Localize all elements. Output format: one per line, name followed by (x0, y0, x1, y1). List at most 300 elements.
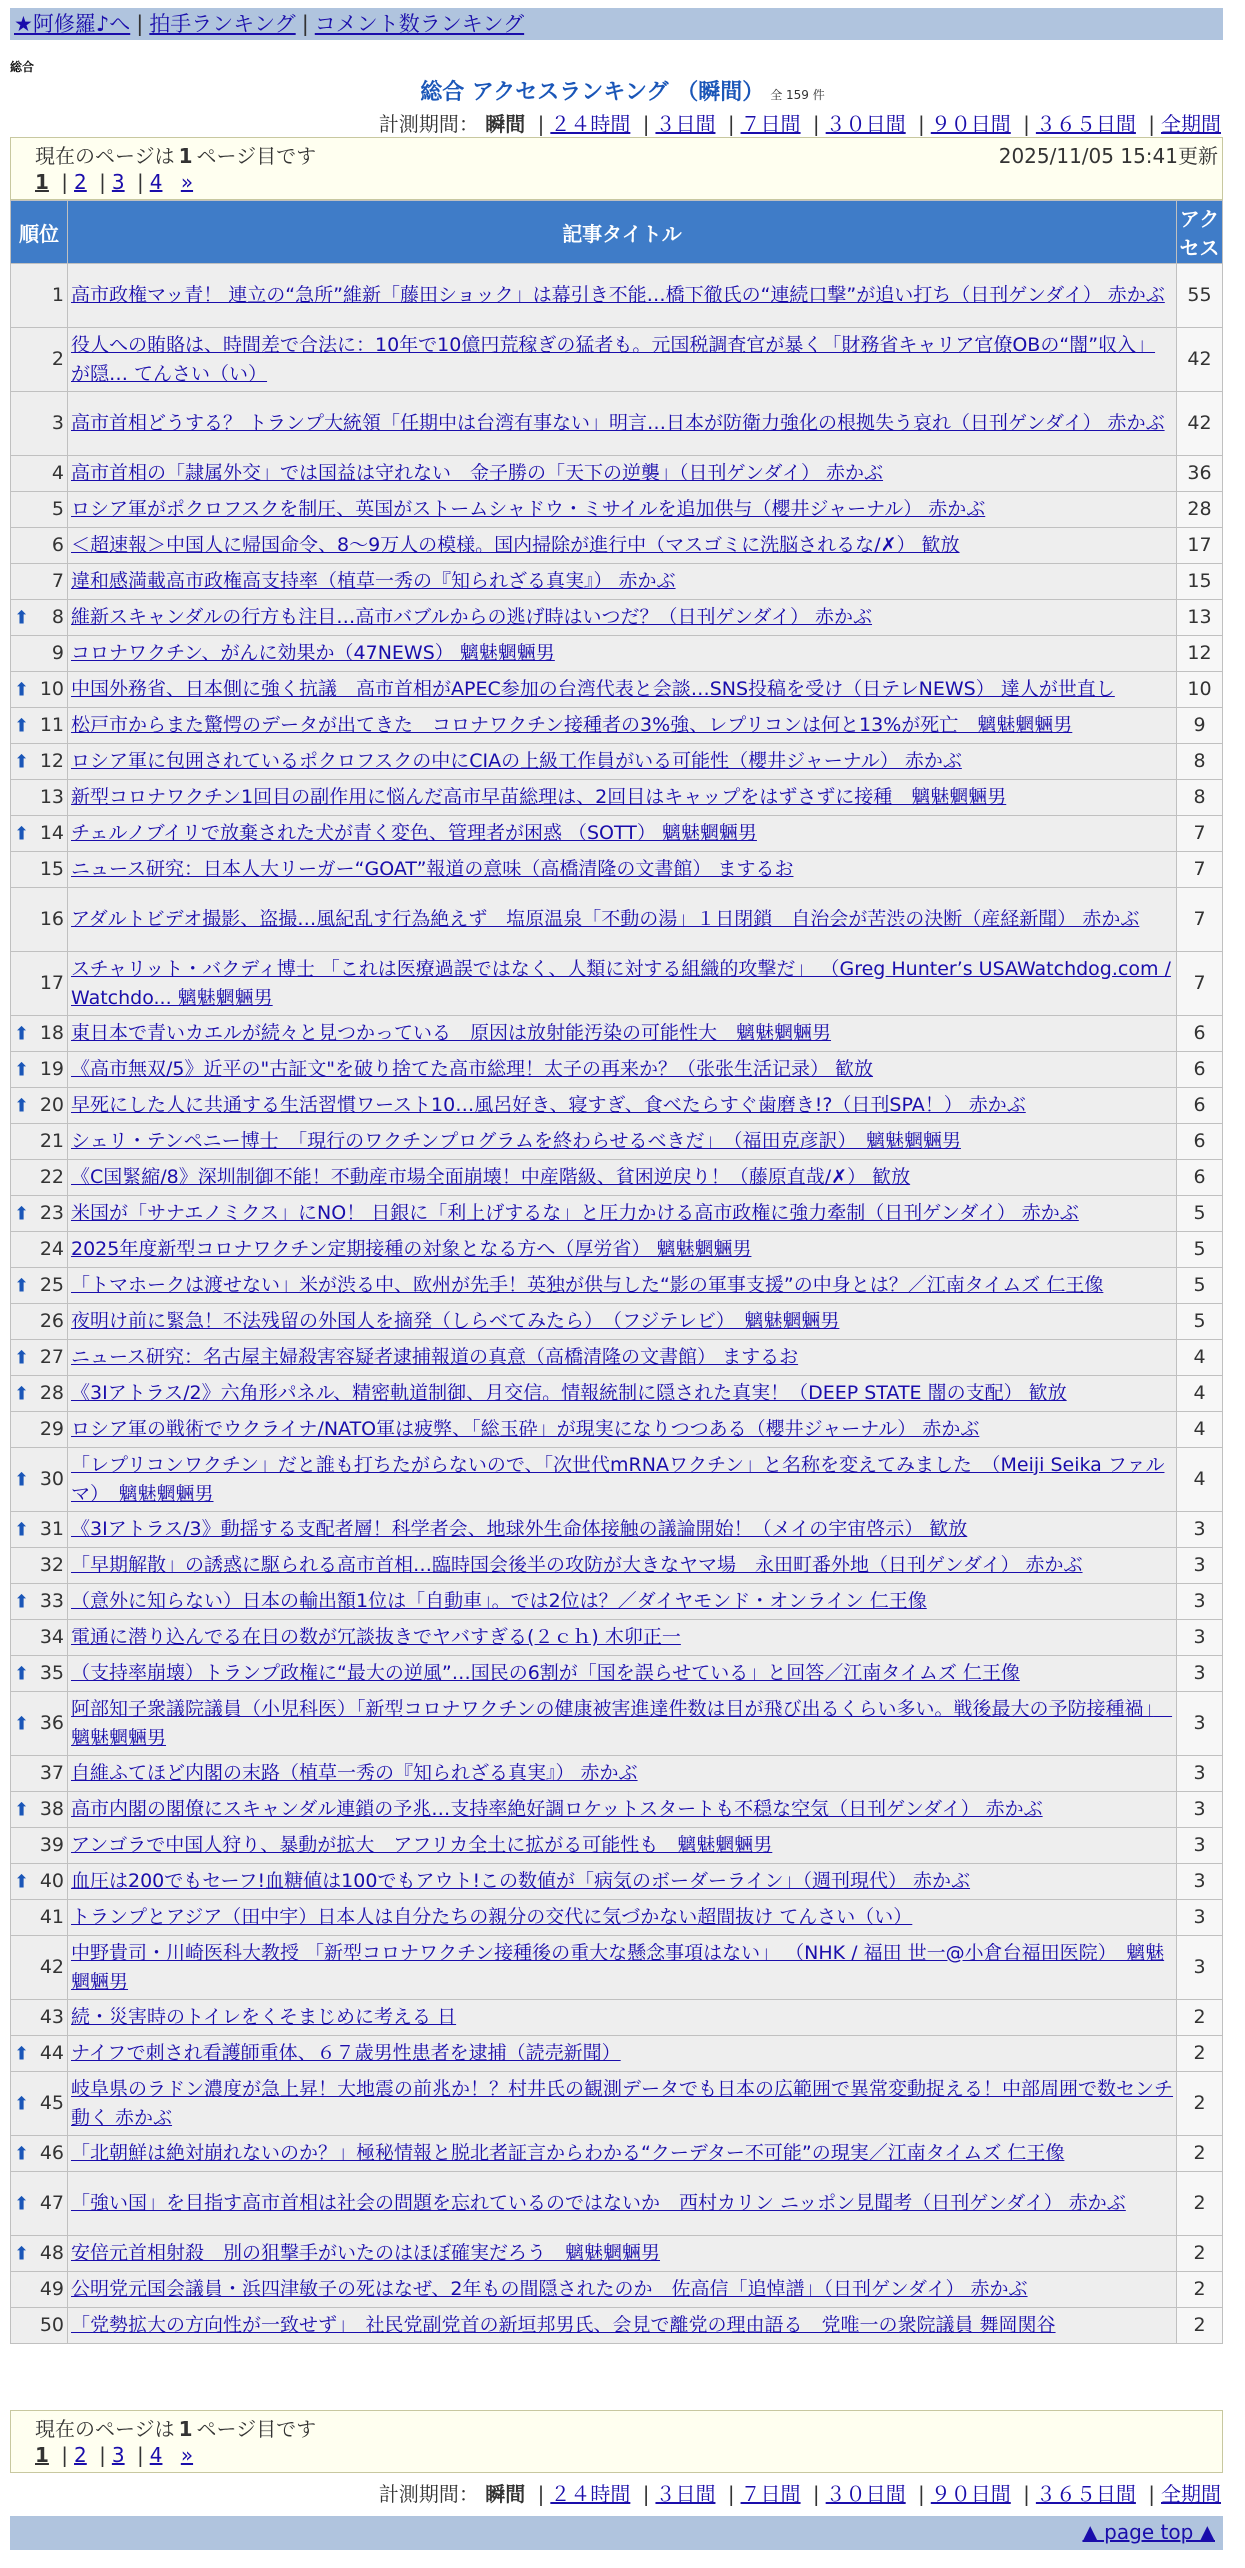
table-row (11, 2308, 1223, 2344)
rank-cell (11, 328, 68, 392)
title-cell (68, 1196, 1177, 1232)
table-row (11, 1412, 1223, 1448)
current-page-text: 現在のページは 1 ページ目です (35, 144, 317, 168)
access-count: 2 (1177, 2072, 1223, 2136)
title-cell (68, 1512, 1177, 1548)
header-access: アクセス (1177, 201, 1223, 264)
access-count: 8 (1177, 744, 1223, 780)
article-title-link[interactable]: コロナワクチン、がんに効果か（47NEWS） 魑魅魍魎男 (71, 642, 555, 664)
article-title-link[interactable]: 夜明け前に緊急！不法残留の外国人を摘発（しらべてみたら） （フジテレビ） 魑魅魍魎男 (71, 1310, 840, 1332)
title-cell (68, 264, 1177, 328)
header-title: 記事タイトル (68, 201, 1177, 264)
article-title-link[interactable]: 松戸市からまた驚愕のデータが出てきた コロナワクチン接種者の3%強、レプリコンは何と13%が死亡 魑魅魍魎男 (71, 714, 1073, 736)
period-link-all[interactable]: 全期間 (1161, 2482, 1221, 2506)
pager-next[interactable]: » (180, 2443, 194, 2467)
access-count: 13 (1177, 600, 1223, 636)
update-timestamp: 2025/11/05 15:41更新 (998, 144, 1218, 168)
article-title-link[interactable]: アダルトビデオ撮影、盗撮…風紀乱す行為絶えず 塩原温泉「不動の湯」１日閉鎖 自治会が苦渋の決断（産経新聞） 赤かぶ (71, 908, 1140, 930)
title-cell (68, 1448, 1177, 1512)
access-count: 5 (1177, 1268, 1223, 1304)
footer-bar (10, 2516, 1223, 2550)
title-cell (68, 2072, 1177, 2136)
rank-cell (11, 1124, 68, 1160)
ranking-title: 総合 アクセスランキング （瞬間） (420, 80, 765, 105)
table-row (11, 600, 1223, 636)
rank-number: 33 (39, 1590, 64, 1612)
title-cell (68, 456, 1177, 492)
title-cell (68, 1936, 1177, 2000)
rank-number: 7 (51, 570, 64, 592)
article-title-link[interactable]: 新型コロナワクチン1回目の副作用に悩んだ高市早苗総理は、2回目はキャップをはずさずに接種 魑魅魍魎男 (71, 786, 1007, 808)
access-count: 6 (1177, 1016, 1223, 1052)
table-row (11, 264, 1223, 328)
access-count: 8 (1177, 780, 1223, 816)
title-cell (68, 2272, 1177, 2308)
rank-cell (11, 852, 68, 888)
table-row (11, 2172, 1223, 2236)
pager-link-3[interactable]: 3 (111, 2443, 125, 2467)
rank-cell (11, 392, 68, 456)
title-cell (68, 636, 1177, 672)
article-title-link[interactable]: トランプとアジア（田中宇）日本人は自分たちの親分の交代に気づかない超間抜け てんさい（い） (71, 1906, 913, 1928)
rank-number: 19 (39, 1058, 64, 1080)
article-title-link[interactable]: 役人への賄賂は、時間差で合法に：10年で10億円荒稼ぎの猛者も。元国税調査官が暴く「財務省キャリア官僚OBの“闇”収入」が隠… てんさい（い） (71, 333, 1156, 385)
period-link-7d[interactable]: ７日間 (740, 2482, 801, 2506)
rank-cell (11, 1548, 68, 1584)
period-link-30d[interactable]: ３０日間 (825, 112, 906, 136)
period-link-30d[interactable]: ３０日間 (825, 2482, 906, 2506)
rank-number: 17 (39, 972, 64, 994)
table-row (11, 1160, 1223, 1196)
page-top-link[interactable]: ▲ page top ▲ (1082, 2520, 1215, 2544)
period-link-365d[interactable]: ３６５日間 (1035, 112, 1136, 136)
table-row (11, 1656, 1223, 1692)
rank-up-arrow-icon: ⬆ (14, 1591, 30, 1612)
pager-link-4[interactable]: 4 (149, 2443, 163, 2467)
rank-number: 41 (39, 1906, 64, 1928)
title-cell (68, 888, 1177, 952)
rank-number: 12 (39, 750, 64, 772)
rank-number: 46 (39, 2142, 64, 2164)
rank-cell (11, 1756, 68, 1792)
rank-number: 28 (39, 1382, 64, 1404)
article-title-link[interactable]: 東日本で青いカエルが続々と見つかっている 原因は放射能汚染の可能性大 魑魅魍魎男 (71, 1022, 832, 1044)
article-title-link[interactable]: チェルノブイリで放棄された犬が青く変色、管理者が困惑 （SOTT） 魑魅魍魎男 (71, 822, 757, 844)
rank-cell (11, 672, 68, 708)
rank-number: 36 (39, 1712, 64, 1734)
rank-number: 50 (39, 2314, 64, 2336)
access-count: 3 (1177, 1620, 1223, 1656)
pager-link-4[interactable]: 4 (149, 170, 163, 194)
article-title-link[interactable]: 《3Iアトラス/3》動揺する支配者層！科学者会、地球外生命体接触の議論開始！（メイの宇宙啓示） 歓放 (71, 1518, 968, 1540)
access-count: 42 (1177, 392, 1223, 456)
title-cell (68, 2000, 1177, 2036)
table-row (11, 1268, 1223, 1304)
rank-up-arrow-icon: ⬆ (14, 1023, 30, 1044)
rank-cell (11, 2272, 68, 2308)
article-title-link[interactable]: 高市政権マッ青！ 連立の“急所”維新「藤田ショック」は幕引き不能…橋下徹氏の“連続口撃”が追い打ち（日刊ゲンダイ） 赤かぶ (71, 284, 1165, 306)
access-count: 4 (1177, 1412, 1223, 1448)
rank-cell (11, 264, 68, 328)
title-cell (68, 1548, 1177, 1584)
table-row (11, 1620, 1223, 1656)
access-count: 9 (1177, 708, 1223, 744)
period-link-24h[interactable]: ２４時間 (550, 2482, 631, 2506)
rank-up-arrow-icon: ⬆ (14, 1663, 30, 1684)
rank-up-arrow-icon: ⬆ (14, 1203, 30, 1224)
rank-number: 25 (39, 1274, 64, 1296)
table-row (11, 2000, 1223, 2036)
rank-number: 6 (51, 534, 64, 556)
table-row (11, 1196, 1223, 1232)
title-cell (68, 1584, 1177, 1620)
rank-cell (11, 1196, 68, 1232)
article-title-link[interactable]: 「強い国」を目指す高市首相は社会の問題を忘れているのではないか 西村カリン ニッポン見聞考（日刊ゲンダイ） 赤かぶ (71, 2192, 1126, 2214)
rank-up-arrow-icon: ⬆ (14, 1713, 30, 1734)
header-rank: 順位 (11, 201, 68, 264)
rank-up-arrow-icon: ⬆ (14, 2243, 30, 2264)
title-cell (68, 1016, 1177, 1052)
rank-number: 47 (39, 2192, 64, 2214)
access-count: 2 (1177, 2236, 1223, 2272)
page-info-top (10, 137, 1223, 200)
nav-separator: | (136, 12, 144, 36)
rank-cell (11, 1016, 68, 1052)
access-count: 42 (1177, 328, 1223, 392)
article-title-link[interactable]: ロシア軍がポクロフスクを制圧、英国がストームシャドウ・ミサイルを追加供与（櫻井ジャーナル） 赤かぶ (71, 498, 986, 520)
table-row (11, 564, 1223, 600)
article-title-link[interactable]: 岐阜県のラドン濃度が急上昇！大地震の前兆か！？村井氏の観測データでも日本の広範囲で異常変動捉える！中部周囲で数センチ動く 赤かぶ (71, 2077, 1174, 2129)
title-cell (68, 1828, 1177, 1864)
table-row (11, 456, 1223, 492)
category-label: 総合 (10, 60, 35, 74)
access-count: 5 (1177, 1232, 1223, 1268)
access-count: 7 (1177, 852, 1223, 888)
period-selector-top: 計測期間： 瞬間 | ２４時間 | ３日間 | ７日間 | ３０日間 | ９０日間 | ３６５日間 | 全期間 (378, 112, 1221, 136)
rank-up-arrow-icon: ⬆ (14, 2093, 30, 2114)
title-cell (68, 1052, 1177, 1088)
rank-number: 34 (39, 1626, 64, 1648)
rank-up-arrow-icon: ⬆ (14, 2193, 30, 2214)
title-cell (68, 1756, 1177, 1792)
rank-number: 2 (51, 348, 64, 370)
period-selector-bottom: 計測期間： 瞬間 | ２４時間 | ３日間 | ７日間 | ３０日間 | ９０日間 | ３６５日間 | 全期間 (378, 2482, 1221, 2506)
access-count: 7 (1177, 816, 1223, 852)
access-count: 4 (1177, 1376, 1223, 1412)
pager-top: 1 | 2 | 3 | 4 » (35, 170, 194, 194)
rank-up-arrow-icon: ⬆ (14, 1871, 30, 1892)
item-count: 全 159 件 (770, 88, 825, 102)
title-cell (68, 744, 1177, 780)
table-header-row (11, 201, 1223, 264)
rank-up-arrow-icon: ⬆ (14, 1799, 30, 1820)
rank-number: 26 (39, 1310, 64, 1332)
article-title-link[interactable]: 《3Iアトラス/2》六角形パネル、精密軌道制御、月交信。情報統制に隠された真実！（DEEP STATE 闇の支配） 歓放 (71, 1382, 1067, 1404)
rank-cell (11, 600, 68, 636)
rank-cell (11, 1584, 68, 1620)
title-cell (68, 1692, 1177, 1756)
table-row (11, 2236, 1223, 2272)
rank-up-arrow-icon: ⬆ (14, 2043, 30, 2064)
rank-cell (11, 1376, 68, 1412)
title-cell (68, 328, 1177, 392)
access-count: 3 (1177, 1936, 1223, 2000)
article-title-link[interactable]: 「トマホークは渡せない」米が渋る中、欧州が先手！英独が供与した“影の軍事支援”の中身とは？／江南タイムズ 仁王像 (71, 1274, 1104, 1296)
access-count: 17 (1177, 528, 1223, 564)
table-row (11, 1376, 1223, 1412)
table-row (11, 2136, 1223, 2172)
access-count: 5 (1177, 1196, 1223, 1232)
article-title-link[interactable]: 安倍元首相射殺 別の狙撃手がいたのはほぼ確実だろう 魑魅魍魎男 (71, 2242, 661, 2264)
rank-up-arrow-icon: ⬆ (14, 715, 30, 736)
table-row (11, 492, 1223, 528)
table-row (11, 1512, 1223, 1548)
table-row (11, 672, 1223, 708)
table-row (11, 1936, 1223, 2000)
rank-number: 1 (51, 284, 64, 306)
title-cell (68, 1088, 1177, 1124)
rank-number: 35 (39, 1662, 64, 1684)
article-title-link[interactable]: 血圧は200でもセーフ!血糖値は100でもアウト!この数値が「病気のボーダーライン」（週刊現代） 赤かぶ (71, 1870, 971, 1892)
article-title-link[interactable]: 電通に潜り込んでる在日の数が冗談抜きでヤバすぎる(２ｃｈ) 木卯正一 (71, 1626, 681, 1648)
title-cell (68, 492, 1177, 528)
article-title-link[interactable]: 高市内閣の閣僚にスキャンダル連鎖の予兆…支持率絶好調ロケットスタートも不穏な空気（日刊ゲンダイ） 赤かぶ (71, 1798, 1043, 1820)
table-row (11, 1900, 1223, 1936)
article-title-link[interactable]: 《高市無双/5》近平の"古証文"を破り捨てた高市総理！太子の再来か？（张张生活记录） 歓放 (71, 1058, 874, 1080)
rank-number: 11 (39, 714, 64, 736)
period-link-90d[interactable]: ９０日間 (930, 2482, 1011, 2506)
title-cell (68, 1268, 1177, 1304)
article-title-link[interactable]: 早死にした人に共通する生活習慣ワースト10…風呂好き、寝すぎ、食べたらすぐ歯磨き!?（日刊SPA！） 赤かぶ (71, 1094, 1026, 1116)
table-row (11, 2036, 1223, 2072)
title-cell (68, 672, 1177, 708)
rank-number: 13 (39, 786, 64, 808)
title-cell (68, 392, 1177, 456)
article-title-link[interactable]: 米国が「サナエノミクス」にNO！ 日銀に「利上げするな」と圧力かける高市政権に強力牽制（日刊ゲンダイ） 赤かぶ (71, 1202, 1079, 1224)
article-title-link[interactable]: アンゴラで中国人狩り、暴動が拡大 アフリカ全土に拡がる可能性も 魑魅魍魎男 (71, 1834, 773, 1856)
current-page-text: 現在のページは 1 ページ目です (35, 2417, 317, 2441)
article-title-link[interactable]: 中野貴司・川崎医科大教授 「新型コロナワクチン接種後の重大な懸念事項はない」 （NHK / 福田 世一@小倉台福田医院） 魑魅魍魎男 (71, 1941, 1165, 1993)
rank-up-arrow-icon: ⬆ (14, 751, 30, 772)
period-link-all[interactable]: 全期間 (1161, 112, 1221, 136)
table-row (11, 1124, 1223, 1160)
rank-number: 44 (39, 2042, 64, 2064)
access-count: 3 (1177, 1692, 1223, 1756)
table-row (11, 816, 1223, 852)
access-count: 2 (1177, 2308, 1223, 2344)
access-count: 6 (1177, 1088, 1223, 1124)
rank-number: 4 (51, 462, 64, 484)
access-count: 12 (1177, 636, 1223, 672)
rank-cell (11, 1936, 68, 2000)
rank-number: 18 (39, 1022, 64, 1044)
table-row (11, 1088, 1223, 1124)
article-title-link[interactable]: ロシア軍に包囲されているポクロフスクの中にCIAの上級工作員がいる可能性（櫻井ジャーナル） 赤かぶ (71, 750, 962, 772)
access-count: 2 (1177, 2000, 1223, 2036)
rank-number: 16 (39, 908, 64, 930)
article-title-link[interactable]: 「早期解散」の誘惑に駆られる高市首相…臨時国会後半の攻防が大きなヤマ場 永田町番外地（日刊ゲンダイ） 赤かぶ (71, 1554, 1083, 1576)
rank-number: 24 (39, 1238, 64, 1260)
rank-number: 49 (39, 2278, 64, 2300)
title-cell (68, 1160, 1177, 1196)
rank-up-arrow-icon: ⬆ (14, 1383, 30, 1404)
rank-cell (11, 2172, 68, 2236)
title-cell (68, 2172, 1177, 2236)
rank-cell (11, 1232, 68, 1268)
rank-up-arrow-icon: ⬆ (14, 679, 30, 700)
rank-cell (11, 636, 68, 672)
access-count: 10 (1177, 672, 1223, 708)
rank-cell (11, 1900, 68, 1936)
title-cell (68, 1304, 1177, 1340)
period-link-3d[interactable]: ３日間 (655, 112, 716, 136)
rank-up-arrow-icon: ⬆ (14, 1059, 30, 1080)
page-title (0, 75, 1245, 106)
table-row (11, 1828, 1223, 1864)
access-count: 3 (1177, 1584, 1223, 1620)
table-row (11, 1548, 1223, 1584)
rank-number: 20 (39, 1094, 64, 1116)
access-count: 28 (1177, 492, 1223, 528)
access-count: 3 (1177, 1548, 1223, 1584)
rank-number: 3 (51, 412, 64, 434)
period-link-365d[interactable]: ３６５日間 (1035, 2482, 1136, 2506)
article-title-link[interactable]: ナイフで刺され看護師重体、６７歳男性患者を逮捕（読売新聞） (71, 2042, 621, 2064)
period-link-24h[interactable]: ２４時間 (550, 112, 631, 136)
rank-number: 22 (39, 1166, 64, 1188)
article-title-link[interactable]: 違和感満載高市政権高支持率（植草一秀の『知られざる真実』） 赤かぶ (71, 570, 676, 592)
article-title-link[interactable]: 阿部知子衆議院議員（小児科医）「新型コロナワクチンの健康被害進達件数は目が飛び出るくらい多い。戦後最大の予防接種禍」 魑魅魍魎男 (71, 1697, 1173, 1749)
title-cell (68, 2236, 1177, 2272)
rank-cell (11, 816, 68, 852)
rank-number: 23 (39, 1202, 64, 1224)
rank-cell (11, 1088, 68, 1124)
rank-number: 43 (39, 2006, 64, 2028)
table-row (11, 1448, 1223, 1512)
access-count: 55 (1177, 264, 1223, 328)
table-row (11, 952, 1223, 1016)
asyura-home-link[interactable]: ★阿修羅♪へ (14, 12, 131, 36)
comment-ranking-link[interactable]: コメント数ランキング (314, 12, 525, 36)
rank-up-arrow-icon: ⬆ (14, 823, 30, 844)
article-title-link[interactable]: ＜超速報＞中国人に帰国命令、8〜9万人の模様。国内掃除が進行中（マスゴミに洗脳されるな/✗） 歓放 (71, 534, 960, 556)
title-cell (68, 1340, 1177, 1376)
rank-cell (11, 1304, 68, 1340)
rank-up-arrow-icon: ⬆ (14, 1347, 30, 1368)
article-title-link[interactable]: 「党勢拡大の方向性が一致せず」 社民党副党首の新垣邦男氏、会見で離党の理由語る 党唯一の衆院議員 舞岡関谷 (71, 2314, 1056, 2336)
article-title-link[interactable]: （意外に知らない）日本の輸出額1位は「自動車」。では2位は？／ダイヤモンド・オンライン 仁王像 (71, 1590, 927, 1612)
period-link-90d[interactable]: ９０日間 (930, 112, 1011, 136)
rank-cell (11, 888, 68, 952)
rank-number: 10 (39, 678, 64, 700)
article-title-link[interactable]: 続・災害時のトイレをくそまじめに考える 日 (71, 2006, 457, 2028)
title-cell (68, 1792, 1177, 1828)
article-title-link[interactable]: 「レプリコンワクチン」だと誰も打ちたがらないので、「次世代mRNAワクチン」と名称を変えてみました （Meiji Seika ファルマ） 魑魅魍魎男 (71, 1453, 1165, 1505)
rank-cell (11, 1828, 68, 1864)
access-count: 6 (1177, 1160, 1223, 1196)
rank-cell (11, 952, 68, 1016)
top-nav-bar (10, 8, 1223, 40)
article-title-link[interactable]: 高市首相どうする？ トランプ大統領「任期中は台湾有事ない」明言…日本が防衛力強化の根拠失う哀れ（日刊ゲンダイ） 赤かぶ (71, 412, 1165, 434)
rank-cell (11, 1340, 68, 1376)
pager-bottom: 1 | 2 | 3 | 4 » (35, 2443, 194, 2467)
title-cell (68, 1864, 1177, 1900)
pager-link-3[interactable]: 3 (111, 170, 125, 194)
pager-current: 1 (35, 170, 49, 194)
rank-cell (11, 1052, 68, 1088)
table-row (11, 1052, 1223, 1088)
title-cell (68, 708, 1177, 744)
access-count: 3 (1177, 1864, 1223, 1900)
access-count: 2 (1177, 2036, 1223, 2072)
article-title-link[interactable]: ニュース研究：日本人大リーガー“GOAT”報道の意味（高橋清隆の文書館） まするお (71, 858, 794, 880)
table-row (11, 1232, 1223, 1268)
title-cell (68, 1656, 1177, 1692)
article-title-link[interactable]: 維新スキャンダルの行方も注目…高市バブルからの逃げ時はいつだ？（日刊ゲンダイ） 赤かぶ (71, 606, 873, 628)
article-title-link[interactable]: 自維ふてほど内閣の末路（植草一秀の『知られざる真実』） 赤かぶ (71, 1762, 638, 1784)
article-title-link[interactable]: ニュース研究：名古屋主婦殺害容疑者逮捕報道の真意（高橋清隆の文書館） まするお (71, 1346, 799, 1368)
article-title-link[interactable]: ロシア軍の戦術でウクライナ/NATO軍は疲弊、「総玉砕」が現実になりつつある（櫻井ジャーナル） 赤かぶ (71, 1418, 980, 1440)
article-title-link[interactable]: 中国外務省、日本側に強く抗議 高市首相がAPEC参加の台湾代表と会談…SNS投稿を受け（日テレNEWS） 達人が世直し (71, 678, 1115, 700)
article-title-link[interactable]: シェリ・テンペニー博士 「現行のワクチンプログラムを終わらせるべきだ」 （福田克彦訳） 魑魅魍魎男 (71, 1130, 961, 1152)
title-cell (68, 1620, 1177, 1656)
access-count: 2 (1177, 2272, 1223, 2308)
page-info-bottom (10, 2410, 1223, 2473)
rank-number: 31 (39, 1518, 64, 1540)
pager-next[interactable]: » (180, 170, 194, 194)
rank-cell (11, 492, 68, 528)
rank-up-arrow-icon: ⬆ (14, 1469, 30, 1490)
table-row (11, 1016, 1223, 1052)
period-link-3d[interactable]: ３日間 (655, 2482, 716, 2506)
rank-number: 9 (51, 642, 64, 664)
access-count: 3 (1177, 1828, 1223, 1864)
rank-cell (11, 2072, 68, 2136)
table-row (11, 1584, 1223, 1620)
pager-link-2[interactable]: 2 (74, 2443, 87, 2467)
rank-cell (11, 456, 68, 492)
access-count: 3 (1177, 1512, 1223, 1548)
article-title-link[interactable]: 「北朝鮮は絶対崩れないのか？」極秘情報と脱北者証言からわかる“クーデター不可能”の現実／江南タイムズ 仁王像 (71, 2142, 1065, 2164)
article-title-link[interactable]: （支持率崩壊）トランプ政権に“最大の逆風”…国民の6割が「国を誤らせている」と回答／江南タイムズ 仁王像 (71, 1662, 1020, 1684)
article-title-link[interactable]: 2025年度新型コロナワクチン定期接種の対象となる方へ（厚労省） 魑魅魍魎男 (71, 1238, 752, 1260)
rank-cell (11, 1268, 68, 1304)
table-row (11, 392, 1223, 456)
table-row (11, 1792, 1223, 1828)
article-title-link[interactable]: 《C国緊縮/8》深圳制御不能！不動産市場全面崩壊！中産階級、貧困逆戻り！（藤原直哉/✗） 歓放 (71, 1166, 911, 1188)
title-cell (68, 564, 1177, 600)
rank-number: 5 (51, 498, 64, 520)
period-current: 瞬間 (485, 112, 526, 136)
table-row (11, 2072, 1223, 2136)
pager-link-2[interactable]: 2 (74, 170, 87, 194)
access-count: 3 (1177, 1656, 1223, 1692)
table-row (11, 2272, 1223, 2308)
article-title-link[interactable]: スチャリット・バクディ博士 「これは医療過誤ではなく、人類に対する組織的攻撃だ」 （Greg Hunter’s USAWatchdog.com / Watchdo... 魑魅魍魎男 (71, 957, 1171, 1009)
applause-ranking-link[interactable]: 拍手ランキング (149, 12, 296, 36)
period-link-7d[interactable]: ７日間 (740, 112, 801, 136)
access-count: 3 (1177, 1792, 1223, 1828)
title-cell (68, 2308, 1177, 2344)
rank-number: 21 (39, 1130, 64, 1152)
article-title-link[interactable]: 公明党元国会議員・浜四津敏子の死はなぜ、2年もの間隠されたのか 佐高信「追悼譜」（日刊ゲンダイ） 赤かぶ (71, 2278, 1028, 2300)
rank-number: 14 (39, 822, 64, 844)
access-count: 2 (1177, 2172, 1223, 2236)
rank-number: 45 (39, 2092, 64, 2114)
rank-cell (11, 780, 68, 816)
pager-current: 1 (35, 2443, 49, 2467)
article-title-link[interactable]: 高市首相の「隷属外交」では国益は守れない 金子勝の「天下の逆襲」（日刊ゲンダイ） 赤かぶ (71, 462, 884, 484)
